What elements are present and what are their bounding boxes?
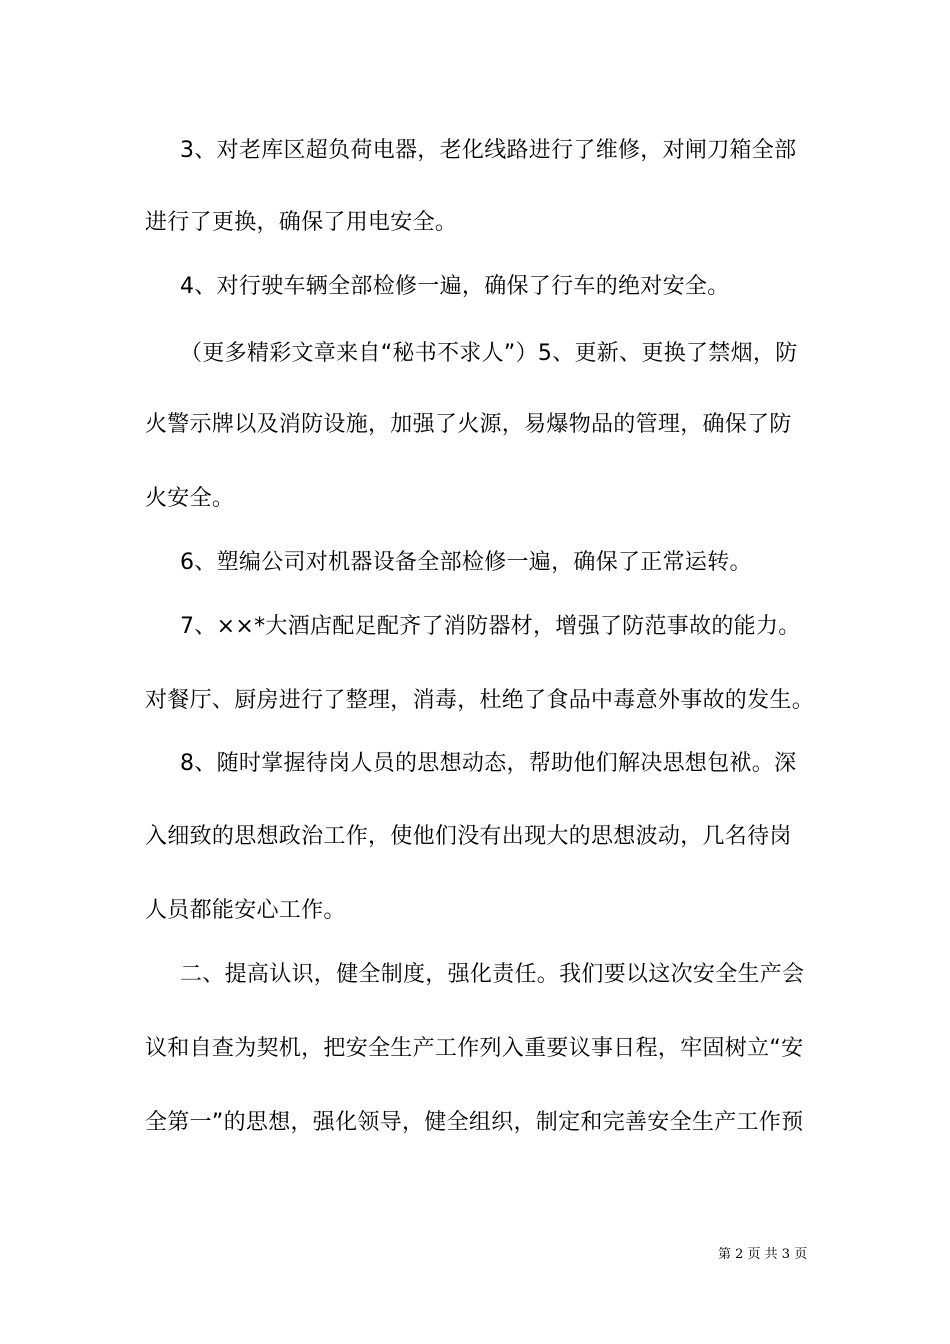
text-line: 4、对行驶车辆全部检修一遍，确保了行车的绝对安全。 — [180, 274, 730, 299]
text-line: （更多精彩文章来自“秘书不求人”）5、更新、更换了禁烟，防 — [180, 341, 798, 366]
text-line: 人员都能安心工作。 — [145, 898, 346, 923]
text-line: 8、随时掌握待岗人员的思想动态，帮助他们解决思想包袱。深 — [180, 751, 797, 776]
page-number: 第 2 页 共 3 页 — [718, 1247, 808, 1262]
text-line: 火警示牌以及消防设施，加强了火源，易爆物品的管理，确保了防 — [145, 412, 792, 437]
text-line: 议和自查为契机，把安全生产工作列入重要议事日程，牢固树立“安 — [145, 1036, 804, 1061]
text-line: 6、塑编公司对机器设备全部检修一遍，确保了正常运转。 — [180, 550, 752, 575]
text-line: 二、提高认识，健全制度，强化责任。我们要以这次安全生产会 — [180, 962, 805, 987]
text-line: 3、对老库区超负荷电器，老化线路进行了维修，对闸刀箱全部 — [180, 138, 797, 163]
text-line: 7、××*大酒店配足配齐了消防器材，增强了防范事故的能力。 — [180, 614, 801, 639]
text-line: 对餐厅、厨房进行了整理，消毒，杜绝了食品中毒意外事故的发生。 — [145, 688, 815, 713]
text-line: 入细致的思想政治工作，使他们没有出现大的思想波动，几名待岗 — [145, 824, 792, 849]
text-line: 全第一”的思想，强化领导，健全组织，制定和完善安全生产工作预 — [145, 1110, 804, 1135]
text-line: 火安全。 — [145, 486, 235, 511]
text-line: 进行了更换，确保了用电安全。 — [145, 210, 458, 235]
